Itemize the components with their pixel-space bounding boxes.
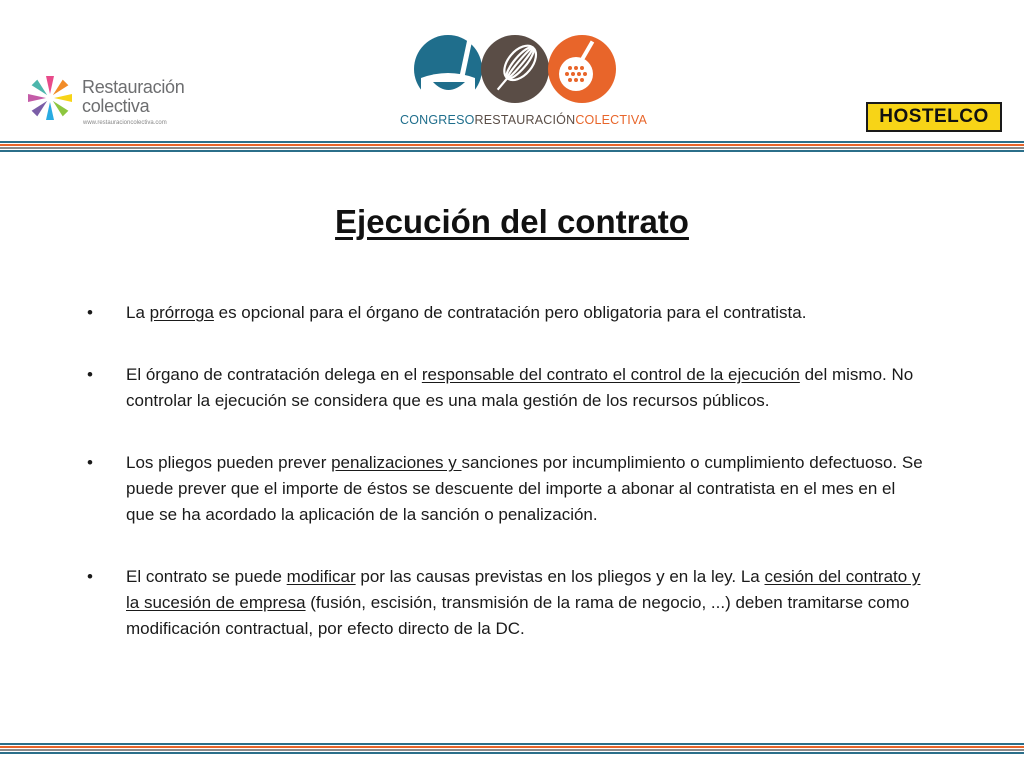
underlined-term: modificar	[286, 567, 356, 586]
bullet-text: (fusión, escisión, transmisión de la rama de negocio, ...) deben tramitarse como modificación contractual, por efecto directo de la DC.	[126, 593, 910, 638]
underlined-term: prórroga	[149, 303, 214, 322]
restauracion-colectiva-logo	[20, 68, 185, 132]
congreso-logo	[395, 30, 648, 130]
underlined-term: responsable del contrato el control de la ejecución	[421, 365, 800, 384]
flower-logo-icon	[20, 68, 80, 128]
stripe-line	[0, 144, 1024, 146]
stripe-line	[0, 752, 1024, 754]
bullet-item	[85, 362, 925, 414]
stripe-line	[0, 147, 1024, 149]
bullet-item	[85, 564, 925, 642]
bullet-dot: •	[87, 303, 93, 322]
congreso-word-3: COLECTIVA	[575, 113, 648, 127]
stripe-line	[0, 746, 1024, 748]
bullet-text: por las causas previstas en los pliegos y en la ley. La	[355, 567, 765, 586]
bullet-dot: •	[87, 453, 93, 472]
hostelco-wordmark: HOSTELCO	[879, 106, 989, 127]
stripe-line	[0, 141, 1024, 143]
congreso-word-2: RESTAURACIÓN	[474, 113, 576, 127]
underlined-term: cesión del contrato y la sucesión de empresa	[126, 567, 921, 612]
bottom-stripe-divider	[0, 743, 1024, 755]
bullet-text: El contrato se puede	[126, 567, 287, 586]
top-stripe-divider	[0, 141, 1024, 153]
logo-url: www.restauracioncolectiva.com	[83, 120, 167, 126]
congreso-word-1: CONGRESO	[400, 113, 475, 127]
congreso-wordmark	[400, 113, 647, 127]
bullet-item	[85, 450, 925, 528]
bullet-dot: •	[87, 567, 93, 586]
bullet-text: La	[126, 303, 150, 322]
bullet-item	[85, 300, 925, 326]
stripe-line	[0, 743, 1024, 745]
congreso-circles	[413, 34, 618, 104]
underlined-term: penalizaciones y	[331, 453, 462, 472]
bullet-text: del mismo. No controlar la ejecución se considera que es una mala gestión de los recursos públicos.	[126, 365, 914, 410]
bullet-text: El órgano de contratación delega en el	[126, 365, 422, 384]
slide-header	[0, 0, 1024, 145]
logo-wordmark	[82, 78, 184, 116]
stripe-line	[0, 150, 1024, 152]
slide-title: Ejecución del contrato	[335, 203, 689, 240]
bullet-list	[85, 300, 925, 678]
logo-line-1: Restauración	[82, 77, 185, 97]
hostelco-logo	[866, 102, 1002, 132]
stripe-line	[0, 749, 1024, 751]
bullet-text: Los pliegos pueden prever	[126, 453, 332, 472]
bullet-text: sanciones por incumplimiento o cumplimiento defectuoso. Se puede prever que el importe de éstos se descuente del importe a abonar al contratista en el mes en el que se ha acordado la aplicación de la sanción o penalización.	[126, 453, 923, 524]
bullet-dot: •	[87, 365, 93, 384]
bullet-text: es opcional para el órgano de contratación pero obligatoria para el contratista.	[213, 303, 807, 322]
logo-line-2: colectiva	[82, 96, 150, 116]
